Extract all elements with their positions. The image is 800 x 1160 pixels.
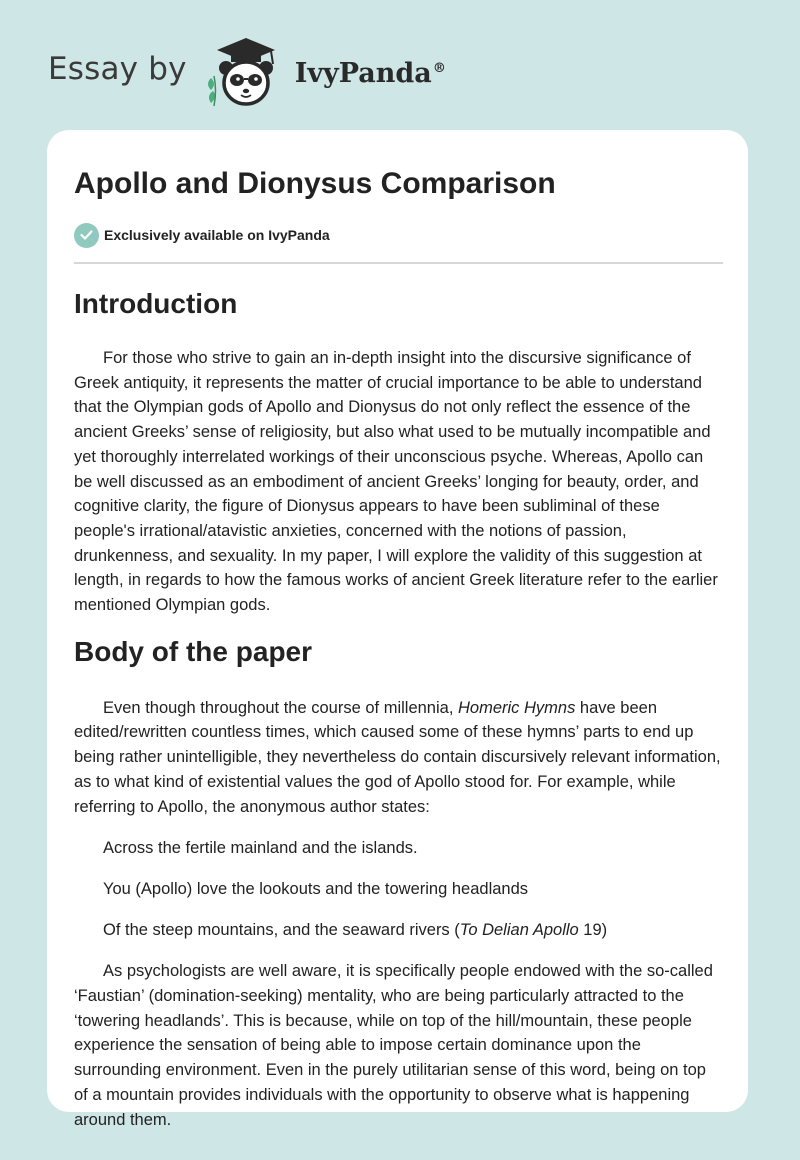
essay-content — [74, 164, 724, 1132]
section-heading-introduction: Introduction — [74, 288, 238, 319]
introduction-paragraph: For those who strive to gain an in-depth insight into the discursive significance of Greek antiquity, it represents the matter of crucial importance to be able to understand that the Olympian gods of Apollo and Dionysus do not only reflect the essence of the ancient Greeks’ sense of religiosity, but also what used to be mutually incompatible and yet thoroughly interrelated workings of their unconscious psyche. Whereas, Apollo can be well discussed as an embodiment of ancient Greeks’ longing for beauty, order, and cognitive clarity, the figure of Dionysus appears to have been subliminal of these people's irrational/atavistic anxieties, concerned with the notions of passion, drunkenness, and sexuality. In my paper, I will explore the validity of this suggestion at length, in regards to how the famous works of ancient Greek literature refer to the earlier mentioned Olympian gods. — [74, 349, 718, 615]
exclusive-label: Exclusively available on IvyPanda — [104, 227, 330, 243]
body-paragraph-1 — [74, 696, 724, 820]
quote-line-2: You (Apollo) love the lookouts and the towering headlands — [103, 879, 529, 898]
exclusive-badge — [74, 222, 724, 248]
registered-mark: ® — [432, 60, 446, 76]
brand-text: IvyPanda — [294, 57, 432, 89]
quote3-italic-title: To Delian Apollo — [459, 921, 579, 940]
body-p1-text-start: Even though throughout the course of millennia, — [103, 698, 458, 717]
quote-line-1: Across the fertile mainland and the islands. — [103, 838, 418, 857]
section-heading-body: Body of the paper — [74, 635, 313, 667]
divider — [74, 262, 723, 264]
brand-name[interactable] — [295, 58, 446, 89]
body-p1-italic-title: Homeric Hymns — [457, 698, 576, 717]
body-paragraph-2: As psychologists are well aware, it is specifically people endowed with the so-called ‘Faustian’ (domination-seeking) mentality, who are being particularly attracted to the ‘towering headlands’. This is because, while on top of the hill/mountain, these people experience the sensation of being able to impose certain dominance upon the surrounding environment. Even in the purely utilitarian sense of this word, being on top of a mountain provides individuals with the opportunity to observe what is happening around them. — [74, 962, 713, 1129]
quote3-text-end: 19) — [578, 921, 608, 940]
page-title: Apollo and Dionysus Comparison — [74, 167, 556, 200]
check-icon — [74, 223, 99, 248]
essay-card — [47, 130, 748, 1129]
quote-line-3 — [74, 918, 724, 943]
quote3-text-start: Of the steep mountains, and the seaward rivers ( — [103, 921, 460, 940]
body-p1-text-end: have been edited/rewritten countless times, which caused some of these hymns’ parts to end up being rather unintelligible, they nevertheless do contain discursively relevant information, as to what kind of existential values the god of Apollo stood for. For example, while referring to Apollo, the anonymous author states: — [74, 698, 721, 816]
site-header — [48, 34, 446, 110]
essay-by-label: Essay by — [48, 51, 187, 87]
ivypanda-logo-icon[interactable] — [201, 34, 291, 110]
